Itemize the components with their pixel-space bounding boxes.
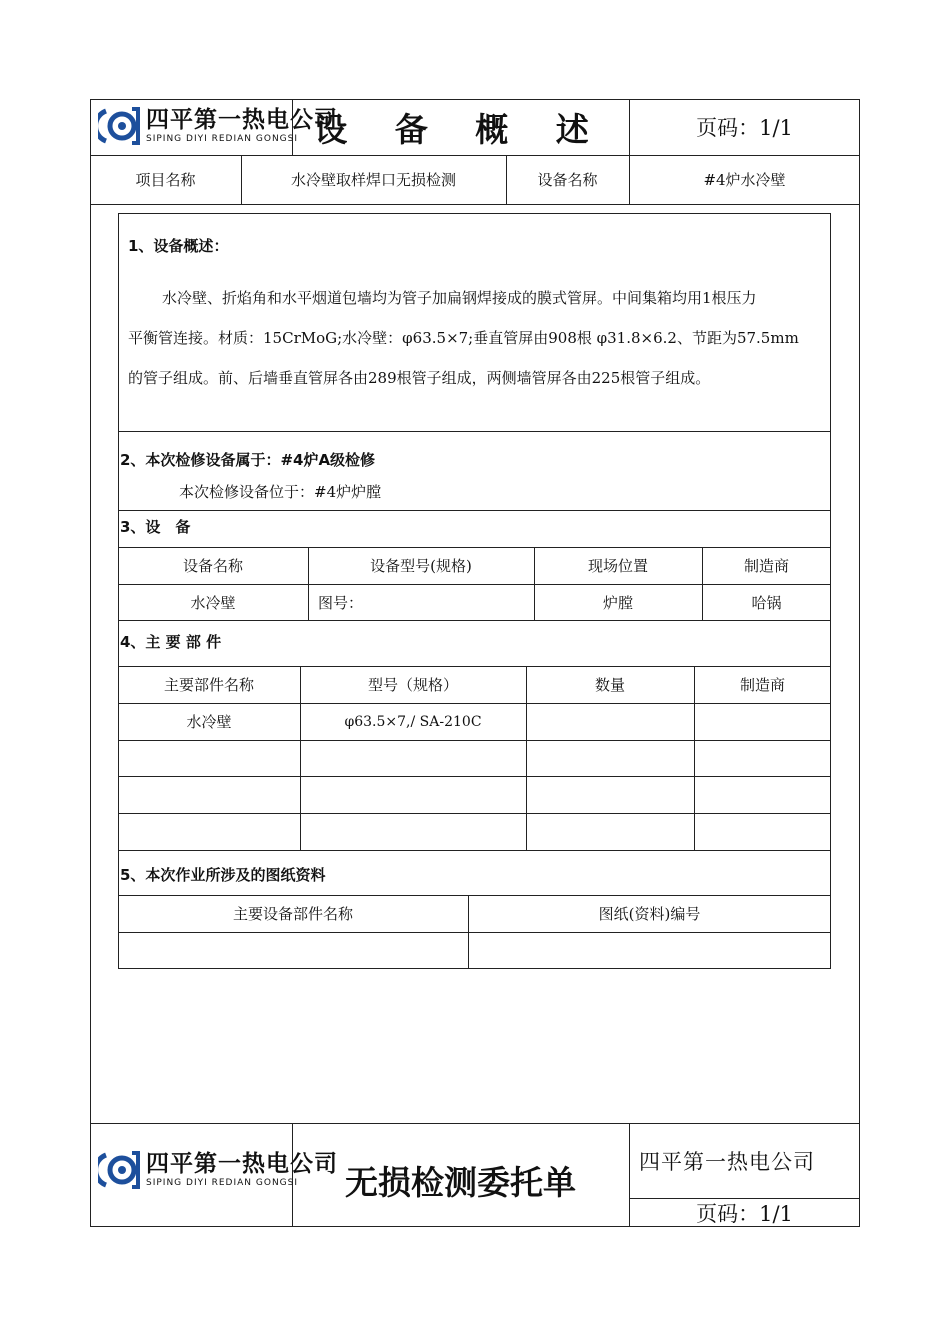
parts-table-cell [300, 776, 526, 813]
parts-table-cell [118, 813, 300, 850]
parts-table-header: 主要部件名称 [163, 676, 254, 694]
drawings-table-header: 图纸(资料)编号 [598, 905, 701, 923]
project-name-label: 项目名称 [135, 171, 196, 189]
drawings-table-header: 主要设备部件名称 [232, 905, 353, 923]
divider [118, 850, 831, 851]
divider [118, 510, 831, 511]
section-1-title: 1、设备概述： [128, 237, 229, 255]
overview-line-1: 水冷壁、折焰角和水平烟道包墙均为管子加扁钢焊接成的膜式管屏。中间集箱均用1根压力 [162, 289, 757, 307]
divider [118, 620, 831, 621]
equipment-table-header: 设备名称 [182, 557, 243, 575]
section-3-title: 3、设 备 [120, 518, 191, 536]
section-2-title: 2、本次检修设备属于：#4炉A级检修 [120, 451, 376, 469]
parts-table-cell [694, 813, 831, 850]
parts-table-cell [694, 776, 831, 813]
equipment-name-value: #4炉水冷壁 [703, 171, 786, 189]
equipment-table-header: 制造商 [743, 557, 789, 575]
equipment-table-header: 设备型号(规格) [370, 557, 472, 575]
equipment-table-cell: 哈锅 [751, 593, 782, 612]
divider [90, 204, 860, 205]
footer-page-number: 页码：1/1 [696, 1201, 793, 1226]
logo-english-name: SIPING DIYI REDIAN GONGSI [146, 134, 299, 144]
project-name-value: 水冷壁取样焊口无损检测 [290, 171, 456, 189]
overview-line-3: 的管子组成。前、后墙垂直管屏各由289根管子组成，两侧墙管屏各由225根管子组成。 [128, 369, 711, 387]
parts-table-cell [694, 703, 831, 740]
parts-table-cell [118, 740, 300, 776]
equipment-name-label: 设备名称 [537, 171, 598, 189]
parts-table-cell [526, 740, 694, 776]
maintenance-location: 本次检修设备位于：#4炉炉膛 [179, 483, 382, 501]
parts-table-cell: φ63.5×7,/ SA-210C [344, 713, 482, 730]
divider [118, 431, 831, 432]
equipment-table-header: 现场位置 [587, 557, 648, 575]
logo-chinese-name: 四平第一热电公司 [146, 1151, 338, 1177]
drawings-table-cell [118, 932, 468, 969]
footer-company-name: 四平第一热电公司 [639, 1149, 815, 1174]
equipment-table-cell: 水冷壁 [190, 593, 236, 612]
parts-table-cell: 水冷壁 [186, 713, 232, 731]
parts-table-header: 制造商 [739, 676, 785, 694]
drawings-table-cell [468, 932, 831, 969]
equipment-table-cell: 图号： [318, 593, 364, 612]
parts-table-cell [526, 703, 694, 740]
section-4-title: 4、主 要 部 件 [120, 633, 222, 651]
parts-table-cell [694, 740, 831, 776]
parts-table-header: 型号（规格） [367, 676, 458, 694]
company-logo-icon [98, 1147, 142, 1193]
parts-table-cell [300, 740, 526, 776]
parts-table-cell [118, 776, 300, 813]
parts-table-cell [300, 813, 526, 850]
section-5-title: 5、本次作业所涉及的图纸资料 [120, 866, 326, 884]
overview-line-2: 平衡管连接。材质：15CrMoG;水冷壁：φ63.5×7;垂直管屏由908根 φ31.8×6.2、节距为57.5mm [128, 329, 799, 347]
parts-table-header: 数量 [594, 676, 625, 694]
form-title: 无损检测委托单 [345, 1162, 576, 1202]
document-title: 设 备 概 述 [314, 109, 607, 149]
company-logo-icon [98, 103, 142, 149]
parts-table-cell [526, 776, 694, 813]
parts-table-cell [526, 813, 694, 850]
equipment-table-cell: 炉膛 [602, 593, 633, 612]
logo-chinese-name: 四平第一热电公司 [146, 107, 338, 133]
logo-english-name: SIPING DIYI REDIAN GONGSI [146, 1178, 299, 1188]
page-number: 页码：1/1 [696, 116, 793, 140]
